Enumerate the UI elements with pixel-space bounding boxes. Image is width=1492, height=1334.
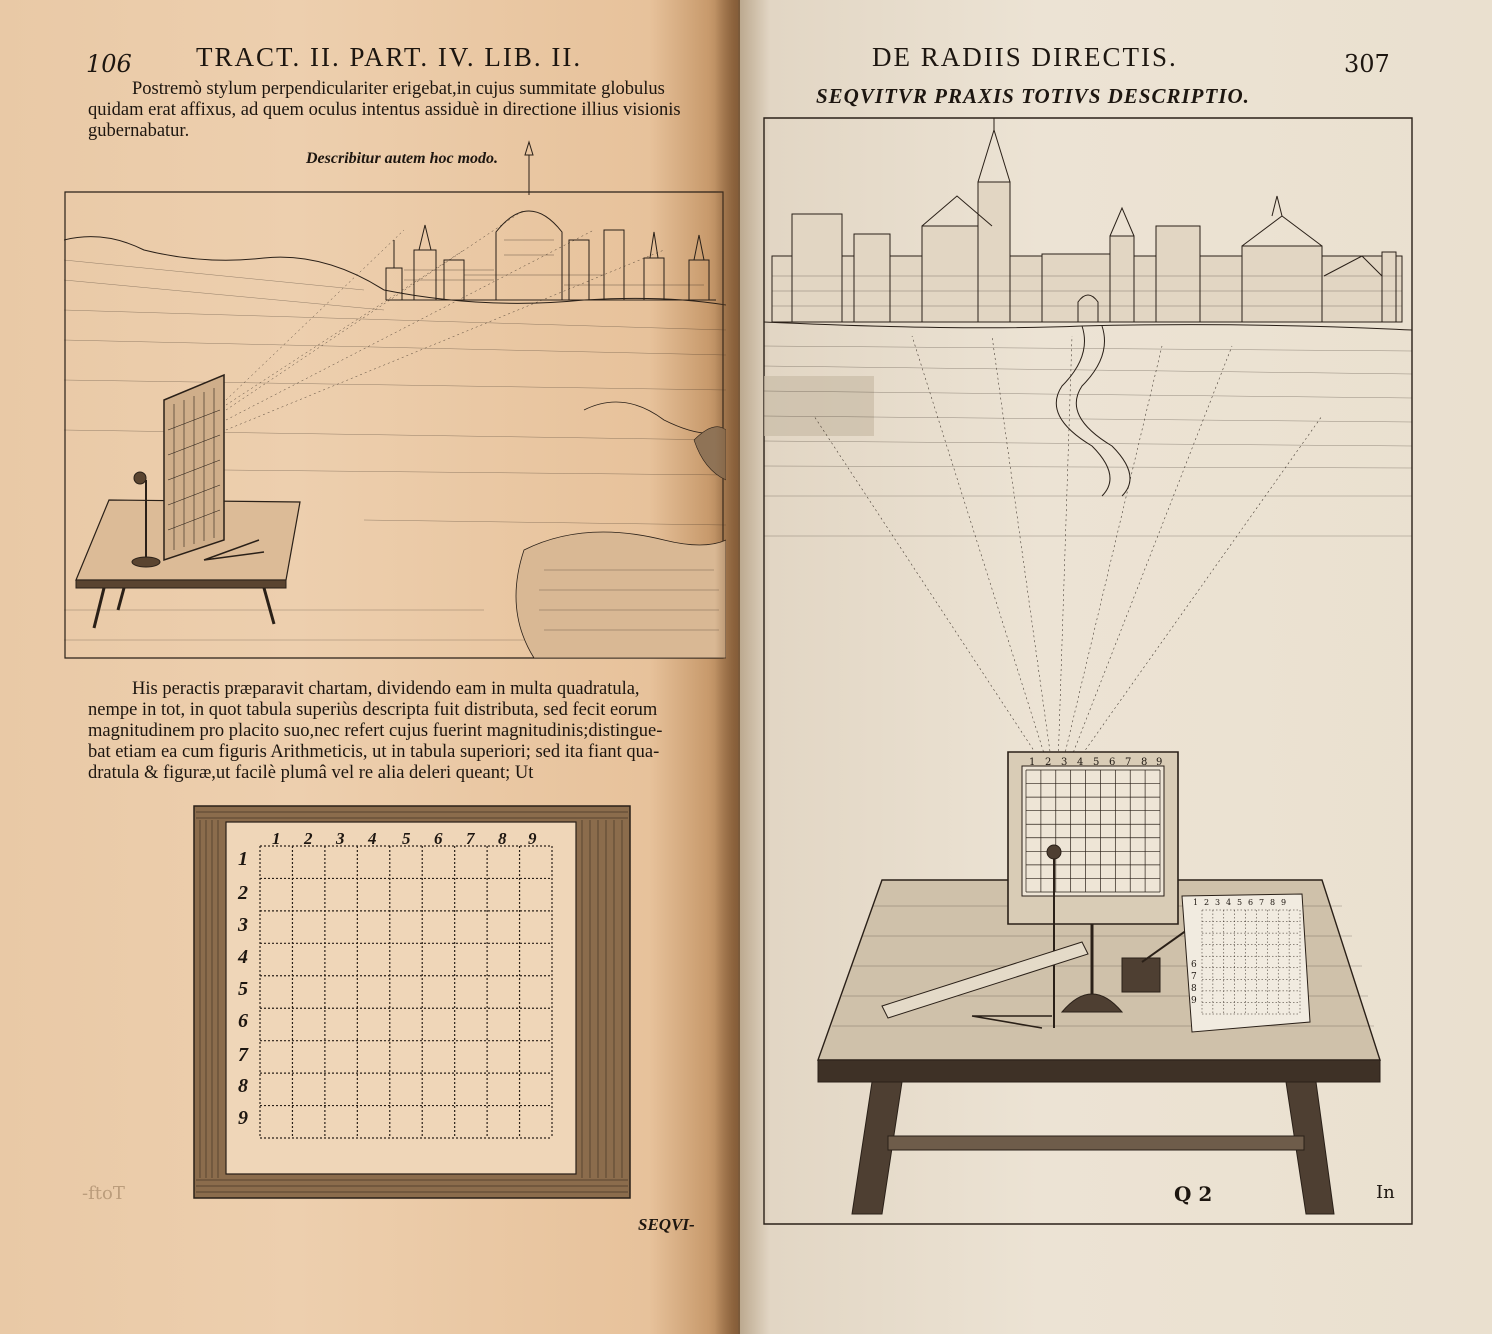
figure-caption: Describitur autem hoc modo. — [306, 150, 499, 167]
frame-col-number: 5 — [1093, 757, 1100, 768]
paper-row-number: 9 — [1191, 996, 1197, 1006]
frame-col-number: 8 — [1141, 757, 1148, 768]
grid-col-number: 9 — [528, 829, 537, 848]
frame-col-number: 9 — [1156, 757, 1163, 768]
right-catchword: In — [1376, 1182, 1395, 1203]
paper-row-number: 8 — [1191, 984, 1197, 994]
text-line: quidam erat affixus, ad quem oculus intentus assiduè in directione illius visionis — [88, 100, 681, 120]
frame-col-number: 7 — [1125, 757, 1132, 768]
grid-col-number: 5 — [402, 829, 411, 848]
numbered-grid-plate — [190, 800, 635, 1205]
grid-row-number: 4 — [238, 946, 248, 968]
landscape-engraving — [64, 140, 726, 662]
grid-col-number: 2 — [304, 829, 313, 848]
left-paragraph-1 — [88, 79, 681, 142]
right-page — [740, 0, 1492, 1334]
signature-mark: Q 2 — [1174, 1182, 1213, 1206]
left-paragraph-2 — [88, 679, 662, 784]
paper-col-number: 6 — [1248, 898, 1254, 907]
grid-row-number: 6 — [238, 1010, 248, 1032]
left-page — [0, 0, 738, 1334]
paper-col-number: 3 — [1215, 898, 1221, 907]
text-line: dratula & figuræ,ut facilè plumâ vel re alia deleri queant; Ut — [88, 763, 534, 783]
left-catchword: SEQVI- — [638, 1215, 695, 1234]
grid-row-number: 5 — [238, 978, 248, 1000]
text-line: Postremò stylum perpendiculariter erigebat,in cujus summitate globulus — [132, 79, 665, 99]
paper-col-number: 5 — [1237, 898, 1243, 907]
grid-col-number: 8 — [498, 829, 507, 848]
text-line: gubernabatur. — [88, 121, 190, 141]
grid-row-number: 3 — [238, 914, 248, 936]
grid-col-number: 3 — [336, 829, 345, 848]
right-subtitle: SEQVITVR PRAXIS TOTIVS DESCRIPTIO. — [816, 84, 1250, 108]
grid-col-number: 7 — [466, 829, 475, 848]
text-line: His peractis præparavit chartam, dividendo eam in multa quadratula, — [132, 679, 640, 699]
grid-col-number: 1 — [272, 829, 281, 848]
bleed-through-text: -ftoT — [82, 1183, 125, 1204]
perspective-engraving — [762, 116, 1420, 1228]
paper-row-number: 7 — [1191, 972, 1197, 982]
paper-col-number: 7 — [1259, 898, 1265, 907]
grid-row-number: 7 — [238, 1044, 248, 1066]
grid-row-number: 9 — [238, 1107, 248, 1129]
frame-col-number: 4 — [1077, 757, 1084, 768]
paper-row-number: 6 — [1191, 960, 1197, 970]
right-running-head: DE RADIIS DIRECTIS. — [872, 42, 1178, 72]
grid-row-number: 1 — [238, 848, 248, 870]
text-line: magnitudinem pro placito suo,nec refert cujus fuerint magnitudinis;distingue- — [88, 721, 663, 741]
left-running-head: TRACT. II. PART. IV. LIB. II. — [196, 42, 583, 72]
right-page-number: 307 — [1344, 50, 1390, 78]
paper-col-number: 2 — [1204, 898, 1210, 907]
left-page-number: 106 — [86, 50, 132, 78]
frame-col-number: 6 — [1109, 757, 1116, 768]
paper-col-number: 1 — [1193, 898, 1199, 907]
grid-row-number: 8 — [238, 1075, 248, 1097]
frame-col-number: 3 — [1061, 757, 1068, 768]
paper-col-number: 9 — [1281, 898, 1287, 907]
frame-col-number: 1 — [1029, 757, 1036, 768]
frame-col-number: 2 — [1045, 757, 1052, 768]
text-line: bat etiam ea cum figuris Arithmeticis, ut in tabula superiori; sed ita fiant qua- — [88, 742, 660, 762]
paper-col-number: 8 — [1270, 898, 1276, 907]
grid-col-number: 6 — [434, 829, 443, 848]
text-line: nempe in tot, in quot tabula superiùs descripta fuit distributa, sed fecit eorum — [88, 700, 658, 720]
grid-col-number: 4 — [368, 829, 377, 848]
paper-col-number: 4 — [1226, 898, 1232, 907]
grid-row-number: 2 — [238, 882, 248, 904]
